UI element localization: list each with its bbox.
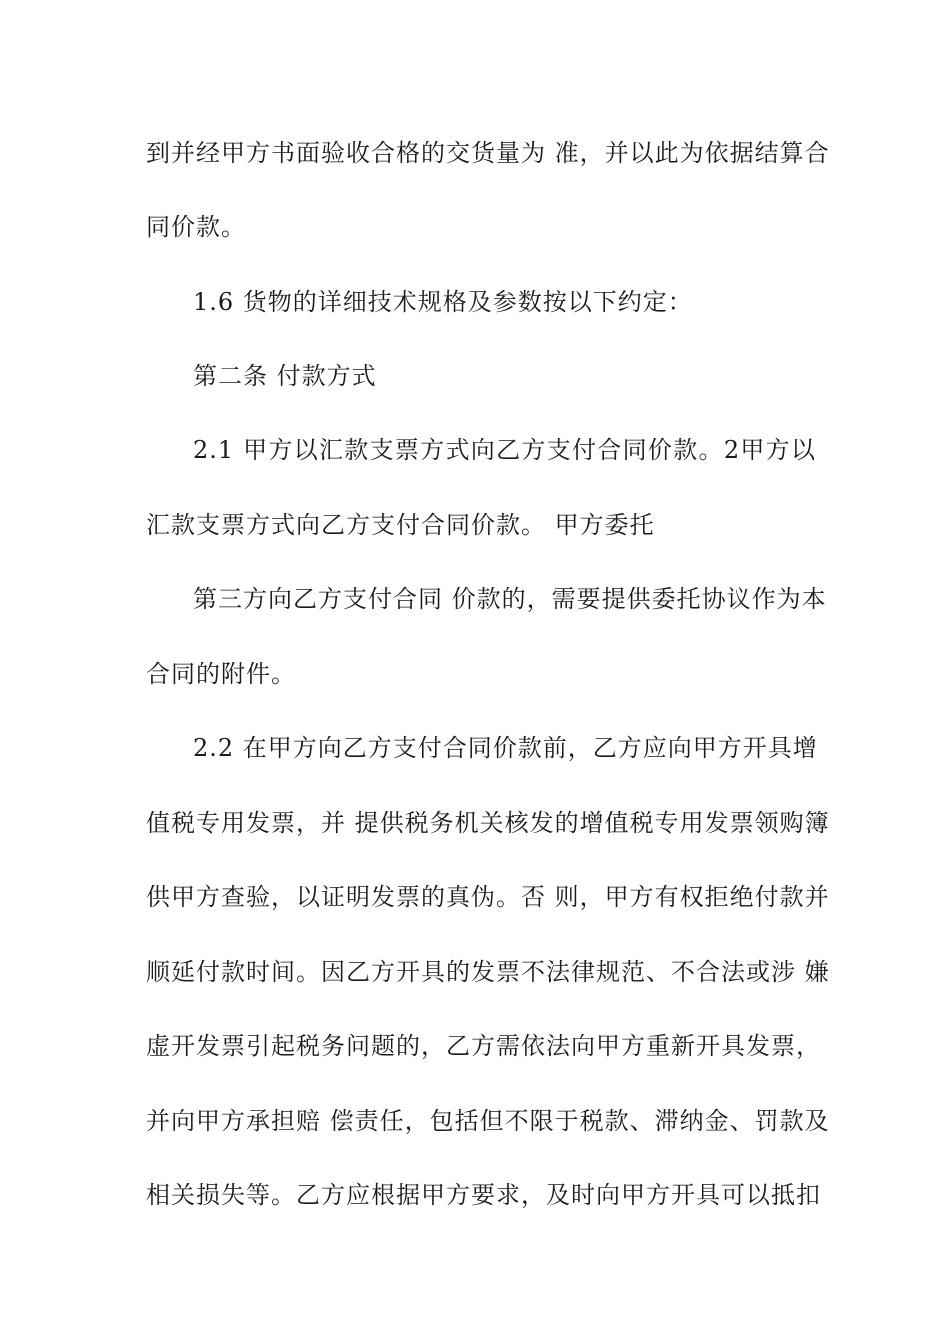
text-line: 相关损失等。乙方应根据甲方要求，及时向甲方开具可以抵扣 xyxy=(146,1181,821,1209)
text-line: 2.1 甲方以汇款支票方式向乙方支付合同价款。2甲方以 xyxy=(193,436,816,464)
text-line: 并向甲方承担赔 偿责任，包括但不限于税款、滞纳金、罚款及 xyxy=(146,1107,830,1135)
text-line: 供甲方查验，以证明发票的真伪。否 则，甲方有权拒绝付款并 xyxy=(146,883,830,911)
text-line: 虚开发票引起税务问题的，乙方需依法向甲方重新开具发票， xyxy=(146,1032,821,1060)
text-line: 第三方向乙方支付合同 价款的，需要提供委托协议作为本 xyxy=(193,585,827,613)
text-line: 到并经甲方书面验收合格的交货量为 准，并以此为依据结算合 xyxy=(146,139,830,167)
text-line: 同价款。 xyxy=(146,213,246,241)
section-heading: 第二条 付款方式 xyxy=(193,362,377,390)
text-line: 顺延付款时间。因乙方开具的发票不法律规范、不合法或涉 嫌 xyxy=(146,958,830,986)
text-line: 1.6 货物的详细技术规格及参数按以下约定： xyxy=(193,288,693,316)
text-line: 合同的附件。 xyxy=(146,660,296,688)
text-line: 值税专用发票，并 提供税务机关核发的增值税专用发票领购簿 xyxy=(146,809,830,837)
text-line: 汇款支票方式向乙方支付合同价款。 甲方委托 xyxy=(146,511,655,539)
text-line: 2.2 在甲方向乙方支付合同价款前，乙方应向甲方开具增 xyxy=(193,734,818,762)
